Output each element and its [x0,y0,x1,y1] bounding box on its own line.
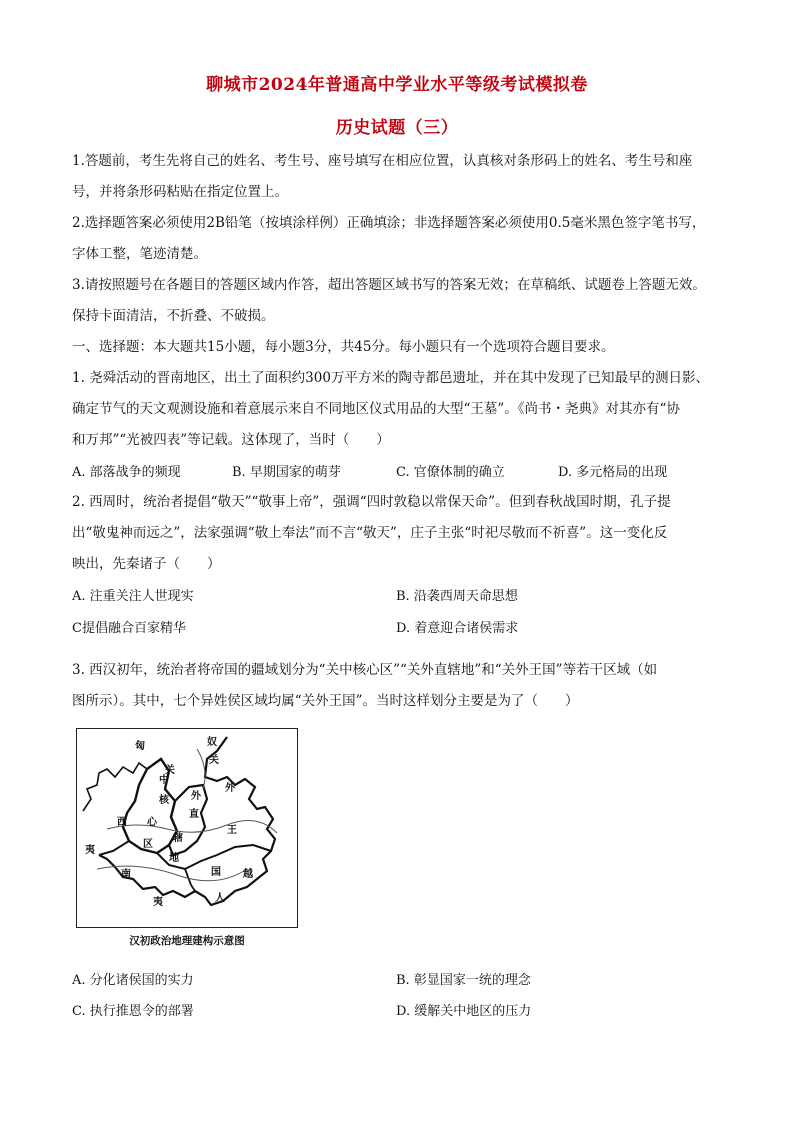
map-label: 匈 [135,741,145,752]
question-3-text: 3. 西汉初年，统治者将帝国的疆域划分为“关中核心区”“关外直辖地”和“关外王国”等若干区域（如 [72,662,658,678]
instruction-line: 3.请按照题号在各题目的答题区域内作答，超出答题区域书写的答案无效；在草稿纸、试题卷上答题无效。 [72,277,706,293]
map-drawing [77,729,296,926]
exam-title: 聊城市2024年普通高中学业水平等级考试模拟卷 [206,75,588,95]
q1-option-c: C. 官僚体制的确立 [396,465,505,480]
map-label: 关 [209,755,219,766]
instruction-line: 2.选择题答案必须使用2B铅笔（按填涂样例）正确填涂；非选择题答案必须使用0.5毫米黑色签字笔书写， [72,215,706,231]
q3-option-a: A. 分化诸侯国的实力 [72,973,194,988]
question-1-text: 确定节气的天文观测设施和着意展示来自不同地区仪式用品的大型“王墓”。《尚书・尧典》对其亦有“协 [72,401,680,417]
instruction-line: 字体工整，笔迹清楚。 [72,246,207,262]
q1-option-b: B. 早期国家的萌芽 [232,465,341,480]
q3-option-c: C. 执行推恩令的部署 [72,1004,194,1019]
exam-subtitle: 历史试题（三） [335,118,459,138]
question-2-text: 映出，先秦诸子（ ） [72,556,221,572]
q2-option-c: C提倡融合百家精华 [72,621,186,636]
map-label: 人 [215,893,225,904]
map-label: 夷 [85,845,95,856]
map-label: 奴 [207,737,217,748]
map-label: 区 [143,839,153,850]
q3-option-b: B. 彰显国家一统的理念 [396,973,531,988]
question-3-text: 图所示）。其中，七个异姓侯区域均属“关外王国”。当时这样划分主要是为了（ ） [72,693,579,709]
map-label: 关 [165,765,175,776]
q3-option-d: D. 缓解关中地区的压力 [396,1004,532,1019]
map-label: 心 [147,817,157,828]
map-label: 西 [117,817,127,828]
map-label: 国 [211,867,221,878]
question-1-text: 和万邦”“光被四表”等记载。这体现了，当时（ ） [72,432,390,448]
q2-option-a: A. 注重关注人世现实 [72,589,194,604]
q1-option-a: A. 部落战争的频现 [72,465,181,480]
map-caption: 汉初政治地理建构示意图 [129,935,245,947]
map-label: 辖 [173,833,183,844]
instruction-line: 保持卡面清洁，不折叠、不破损。 [72,308,275,324]
map-label: 中 [159,775,169,786]
map-label: 外 [225,783,235,794]
map-label: 核 [159,795,169,806]
map-label: 直 [189,809,199,820]
map-label: 地 [169,853,179,864]
question-1-text: 1. 尧舜活动的晋南地区，出土了面积约300万平方米的陶寺都邑遗址，并在其中发现了已知最早的测日影、 [72,370,709,386]
instruction-line: 号，并将条形码粘贴在指定位置上。 [72,184,288,200]
question-2-text: 2. 西周时，统治者提倡“敬天”“敬事上帝”，强调“四时敦稳以常保天命”。但到春秋战国时期，孔子提 [72,494,671,510]
q2-option-b: B. 沿袭西周天命思想 [396,589,518,604]
instruction-line: 1.答题前，考生先将自己的姓名、考生号、座号填写在相应位置，认真核对条形码上的姓名、考生号和座 [72,153,693,169]
map-label: 夷 [153,897,163,908]
map-label: 王 [227,825,237,836]
map-label: 南 [121,869,131,880]
q1-option-d: D. 多元格局的出现 [558,465,668,480]
map-label: 外 [191,791,201,802]
section-heading: 一、选择题：本大题共15小题，每小题3分，共45分。每小题只有一个选项符合题目要求。 [72,339,615,355]
han-political-map [76,728,298,928]
question-2-text: 出“敬鬼神而远之”，法家强调“敬上奉法”而不言“敬天”，庄子主张“时祀尽敬而不祈喜”。这一变化反 [72,525,668,541]
q2-option-d: D. 着意迎合诸侯需求 [396,621,519,636]
map-label: 越 [243,869,253,880]
